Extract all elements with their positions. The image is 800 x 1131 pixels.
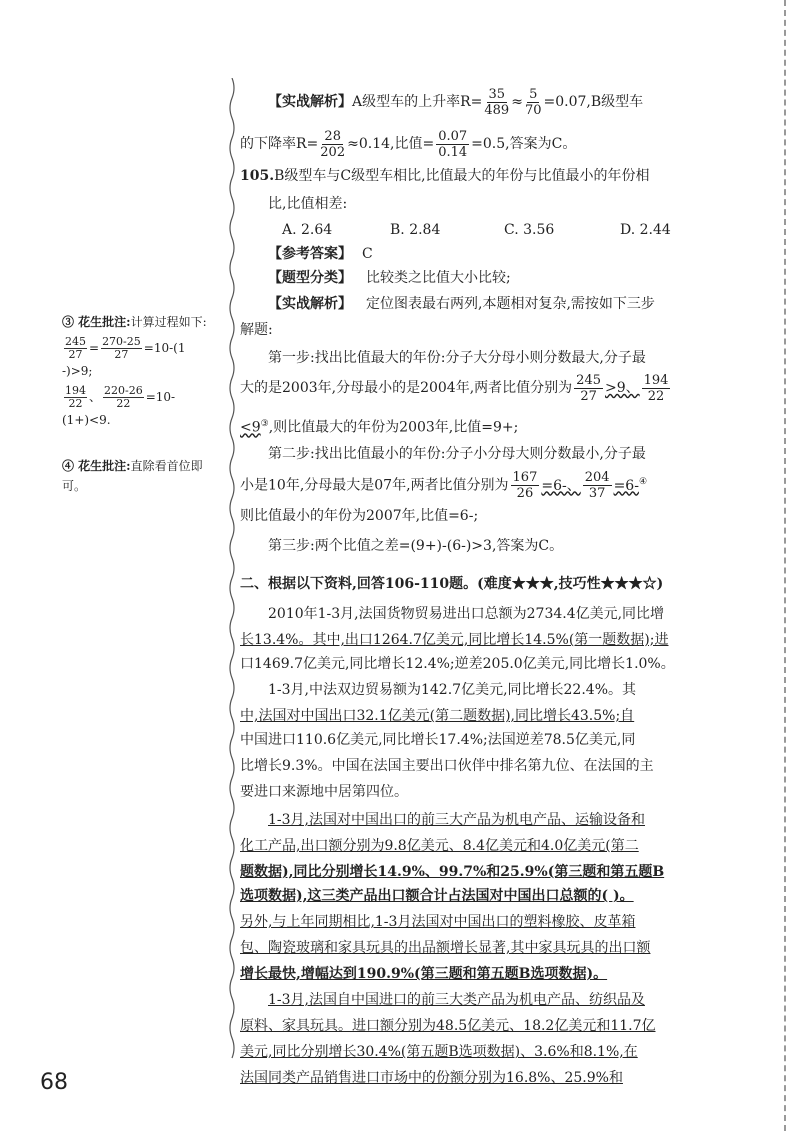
para2-line3: 中国进口110.6亿美元,同比增长17.4%;法国逆差78.5亿美元,同	[240, 732, 636, 748]
right-edge-dashes	[780, 0, 786, 1131]
para2-line1: 1-3月,中法双边贸易额为142.7亿美元,同比增长22.4%。其	[268, 682, 636, 698]
option-b: B. 2.84	[390, 222, 441, 238]
para2-line2: 中,法国对中国出口32.1亿美元(第二题数据),同比增长43.5%;自	[240, 708, 635, 724]
para1-line1: 2010年1-3月,法国货物贸易进出口总额为2734.4亿美元,同比增	[268, 606, 665, 622]
side-note-4-text: 直除看首位即	[130, 459, 203, 473]
step2-line3: 则比值最小的年份为2007年,比值=6-;	[240, 508, 479, 524]
fraction: $\frac{0.07}{0.14}$	[438, 128, 468, 160]
para1-line3: 口1469.7亿美元,同比增长12.4%;逆差205.0亿美元,同比增长1.0%。	[240, 656, 675, 672]
side-note-4	[62, 456, 222, 496]
fraction: $\frac{28}{202}$	[320, 128, 346, 160]
para3-line3: 题数据),同比分别增长14.9%、99.7%和25.9%(第三题和第五题B	[240, 864, 665, 880]
para4-line2: 原料、家具玩具。进口额分别为48.5亿美元、18.2亿美元和11.7亿	[240, 1018, 656, 1034]
fraction: $\frac{194}{22}$	[65, 384, 86, 410]
side-note-3: ③ 花生批注:计算过程如下: $\frac{245}{27}$ = $\frac{270-25}{27}$ =10-(1 -)>9; $\frac{194}{22}$ 、 $\frac{220-26}{22}$ =10- (1+)<9.	[62, 312, 222, 430]
top-analysis-line1: 【实战解析】A级型车的上升率R= $\frac{35}{489}$ ≈ $\frac{5}{70}$ =0.07,B级型车	[268, 86, 644, 118]
q105-stem1: 105.B级型车与C级型车相比,比值最大的年份与比值最小的年份相	[240, 168, 650, 184]
option-c: C. 3.56	[504, 222, 555, 238]
para3-line4: 选项数据),这三类产品出口额合计占法国对中国出口总额的( )。	[240, 888, 634, 904]
q105-analysis2: 解题:	[240, 322, 273, 338]
fraction: $\frac{220-26}{22}$	[104, 384, 143, 410]
section2-heading: 二、根据以下资料,回答106-110题。(难度★★★,技巧性★★★☆)	[240, 576, 664, 592]
para4-line3: 美元,同比分别增长30.4%(第五题B选项数据)、3.6%和8.1%,在	[240, 1044, 638, 1060]
fraction: $\frac{167}{26}$	[512, 470, 538, 502]
step2-line2: 小是10年,分母最大是07年,两者比值分别为 $\frac{167}{26}$ =6-、 $\frac{204}{37}$ =6-④	[240, 470, 648, 502]
fraction: $\frac{270-25}{27}$	[102, 335, 141, 361]
para3-line5: 另外,与上年同期相比,1-3月法国对中国出口的塑料橡胶、皮革箱	[240, 914, 636, 930]
step2-line1: 第二步:找出比值最小的年份:分子小分母大则分数最小,分子最	[268, 446, 646, 462]
q105-answer: 【参考答案】 C	[268, 246, 373, 262]
margin-wavy-line	[226, 78, 238, 1068]
para1-line2: 长13.4%。其中,出口1264.7亿美元,同比增长14.5%(第一题数据);进	[240, 632, 669, 648]
fraction: $\frac{245}{27}$	[65, 335, 86, 361]
fraction: $\frac{5}{70}$	[524, 86, 542, 118]
fraction: $\frac{35}{489}$	[484, 86, 510, 118]
para3-line2: 化工产品,出口额分别为9.8亿美元、8.4亿美元和4.0亿美元(第二	[240, 838, 639, 854]
side-note-4-text2: 可。	[62, 479, 87, 493]
q105-type: 【题型分类】 比较类之比值大小比较;	[268, 270, 511, 286]
para3-line1: 1-3月,法国对中国出口的前三大产品为机电产品、运输设备和	[268, 812, 645, 828]
para4-line4: 法国同类产品销售进口市场中的份额分别为16.8%、25.9%和	[240, 1070, 623, 1086]
step3-line: 第三步:两个比值之差=(9+)-(6-)>3,答案为C。	[268, 538, 564, 554]
step1-line1: 第一步:找出比值最大的年份:分子大分母小则分数最大,分子最	[268, 350, 646, 366]
para4-line1: 1-3月,法国自中国进口的前三大类产品为机电产品、纺织品及	[268, 992, 645, 1008]
fraction: $\frac{204}{37}$	[584, 470, 610, 502]
option-a: A. 2.64	[282, 222, 333, 238]
para3-line7: 增长最快,增幅达到190.9%(第三题和第五题B选项数据)。	[240, 966, 608, 982]
q105-stem2: 比,比值相差:	[268, 196, 348, 212]
side-note-3-label: ③ 花生批注:	[62, 315, 131, 329]
q105-analysis: 【实战解析】 定位图表最右两列,本题相对复杂,需按如下三步	[268, 296, 655, 312]
side-note-3-line: (1+)<9.	[62, 413, 111, 427]
side-note-4-label: ④ 花生批注:	[62, 459, 131, 473]
side-note-3-text: 计算过程如下:	[130, 315, 207, 329]
step1-line3: <9③,则比值最大的年份为2003年,比值=9+;	[240, 419, 519, 436]
step1-line2: 大的是2003年,分母最小的是2004年,两者比值分别为 $\frac{245}{27}$ >9、 $\frac{194}{22}$	[240, 372, 669, 404]
side-note-3-line: -)>9;	[62, 364, 93, 378]
fraction: $\frac{245}{27}$	[576, 372, 601, 404]
page-number: 68	[40, 1070, 68, 1095]
para2-line5: 要进口来源地中居第四位。	[240, 784, 408, 800]
fraction: $\frac{194}{22}$	[643, 372, 669, 404]
top-analysis-line2: 的下降率R= $\frac{28}{202}$ ≈0.14,比值= $\frac{0.07}{0.14}$ =0.5,答案为C。	[240, 128, 577, 160]
para3-line6: 包、陶瓷玻璃和家具玩具的出品额增长显著,其中家具玩具的出口额	[240, 940, 651, 956]
para2-line4: 比增长9.3%。中国在法国主要出口伙伴中排名第九位、在法国的主	[240, 758, 654, 774]
option-d: D. 2.44	[620, 222, 671, 238]
